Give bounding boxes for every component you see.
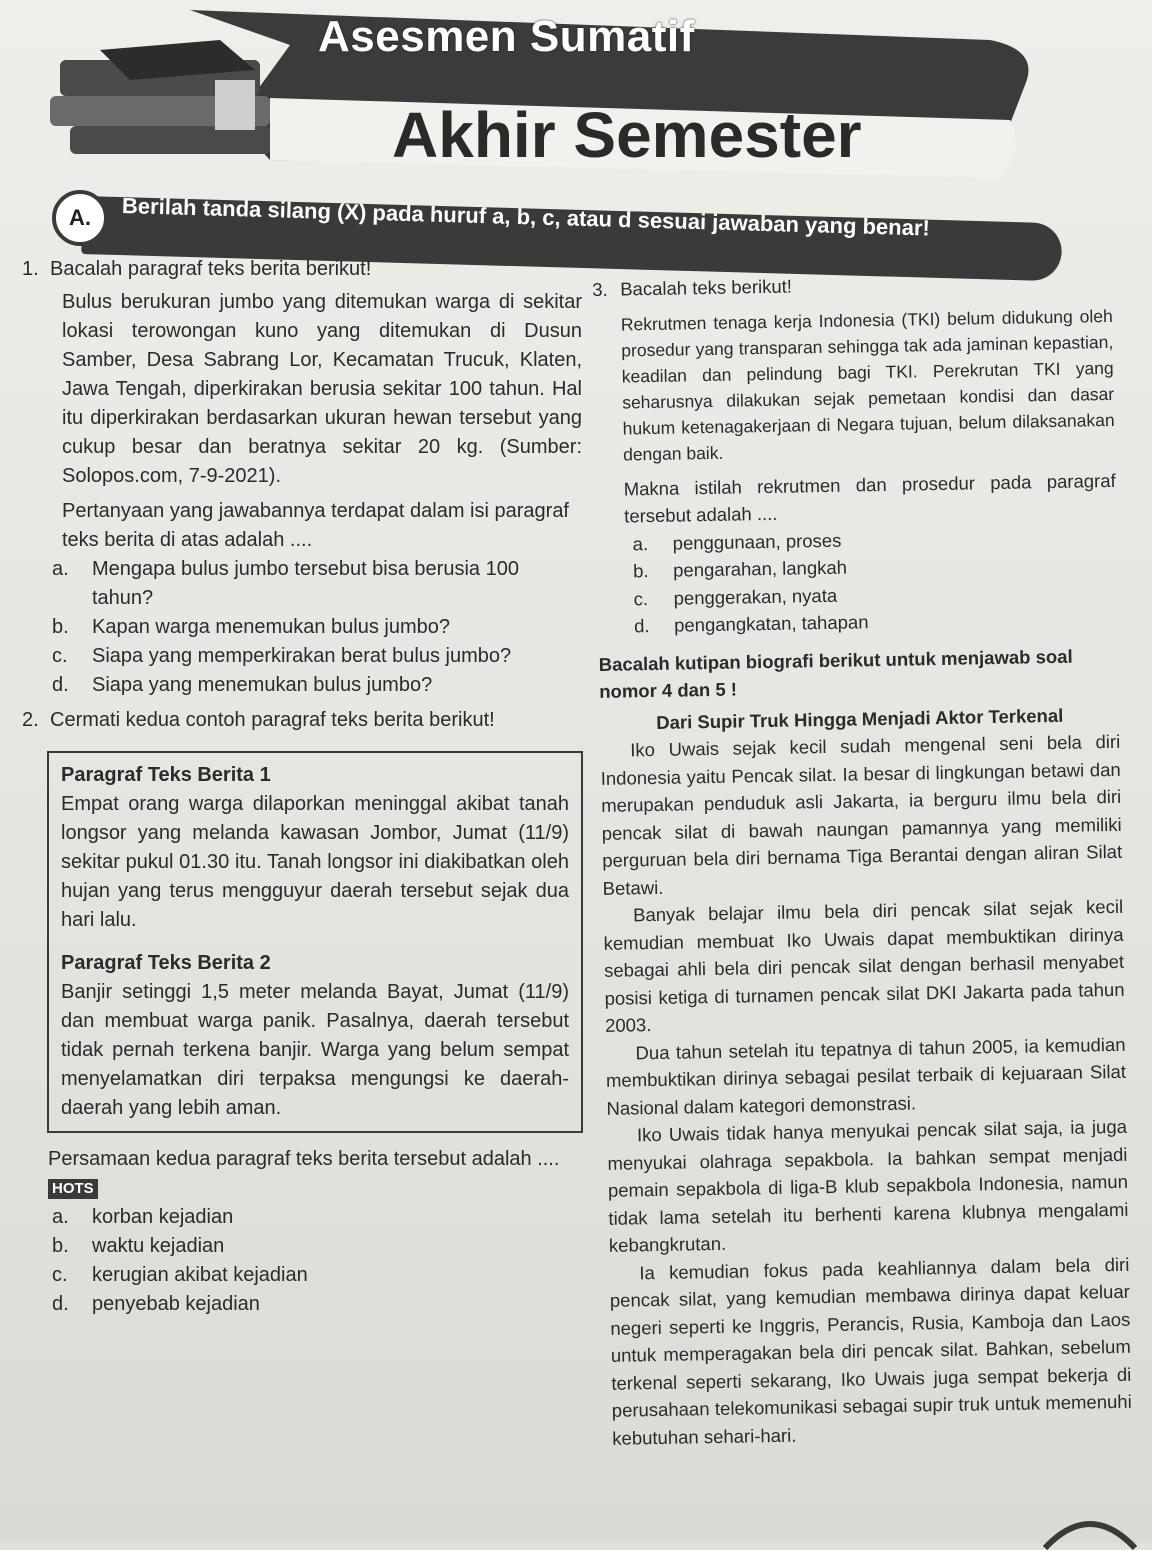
option-a[interactable]: a. korban kejadian — [52, 1206, 234, 1228]
question-number: 3. — [592, 278, 608, 300]
biography-paragraph: Banyak belajar ilmu bela diri pencak silat sejak kecil kemudian membuat Iko Uwais dapat membuktikan dirinya sebagai ahli bela diri pencak silat dengan berhasil menyabet posisi ketiga di turnamen pencak silat DKI Jakarta pada tahun 2003. — [603, 895, 1125, 1036]
page-corner-decoration — [1040, 1510, 1140, 1550]
biography-paragraph: Iko Uwais tidak hanya menyukai pencak silat saja, ia juga menyukai olahraga sepakbola. Ia bahkan sempat menjadi pemain sepakbola di liga-B klub sepakbola Indonesia, namun tidak lama setelah itu berhenti karena klubnya mengalami kebangkrutan. — [607, 1115, 1129, 1256]
news-paragraph-box — [47, 751, 583, 1133]
question-prompt: Bacalah teks berikut! — [620, 275, 793, 300]
hots-badge: HOTS — [48, 1179, 98, 1199]
question-number: 1. — [22, 258, 39, 280]
question-passage: Bulus berukuran jumbo yang ditemukan warga di sekitar lokasi terowongan kuno yang ditemukan di Dusun Samber, Desa Sabrang Lor, Kecamatan Trucuk, Klaten, Jawa Tengah, diperkirakan berusia sekitar 100 tahun. Hal itu diperkirakan berdasarkan ukuran hewan tersebut yang cukup besar dan beratnya sekitar 20 kg. (Sumber: Solopos.com, 7-9-2021). — [62, 291, 582, 487]
books-icon — [50, 40, 270, 154]
option-a[interactable]: a. Mengapa bulus jumbo tersebut bisa berusia 100 tahun? — [52, 558, 519, 609]
box-2-text: Banjir setinggi 1,5 meter melanda Bayat, Jumat (11/9) dan membuat warga panik. Pasalnya, daerah tersebut tidak pernah terkena banjir. Warga yang belum sempat menyelamatkan diri terpaksa mengungsi ke daerah-daerah yang lebih aman. — [61, 981, 569, 1119]
option-c[interactable]: c. Siapa yang memperkirakan berat bulus jumbo? — [52, 645, 512, 667]
biography-paragraph: Iko Uwais sejak kecil sudah mengenal seni bela diri Indonesia yaitu Pencak silat. Ia besar di lingkungan betawi dan merupakan penduduk asli Jakarta, ia berguru ilmu bela diri pencak silat di bawah naungan pamannya yang memiliki perguruan bela diri bernama Tiga Berantai dengan aliran Silat Betawi. — [600, 730, 1123, 899]
option-d[interactable]: d. penyebab kejadian — [52, 1293, 260, 1315]
question-3 — [592, 267, 1118, 641]
option-b[interactable]: b. pengarahan, langkah — [632, 556, 848, 582]
question-passage: Rekrutmen tenaga kerja Indonesia (TKI) belum didukung oleh prosedur yang transparan sehingga tak ada jaminan kepastian, keadilan dan pelindung bagi TKI. Perekrutan TKI yang seharusnya dilakukan sejak pemetaan kondisi dan dasar hukum ketenagakerjaan di Negara tujuan, belum dilaksanakan dengan baik. — [620, 305, 1115, 464]
box-2-title: Paragraf Teks Berita 2 — [61, 952, 271, 974]
biography-paragraph: Ia kemudian fokus pada keahliannya dalam bela diri pencak silat, yang kemudian membawa dirinya dapat keluar negeri seperti ke Inggris, Perancis, Rusia, Kamboja dan Laos untuk memperagakan bela diri pencak silat. Bahkan, sebelum terkenal seperti sekarang, Iko Uwais juga sempat bekerja di perusahaan telekomunikasi sebagai supir truk untuk memenuhi kebutuhan sehari-hari. — [609, 1253, 1132, 1449]
section-badge: A. — [52, 190, 108, 246]
right-column — [592, 267, 1132, 1452]
question-prompt: Cermati kedua contoh paragraf teks berita berikut! — [50, 709, 495, 731]
option-d[interactable]: d. pengangkatan, tahapan — [633, 611, 869, 637]
option-c[interactable]: c. kerugian akibat kejadian — [52, 1264, 308, 1286]
question-text: Pertanyaan yang jawabannya terdapat dalam isi paragraf teks berita di atas adalah .... — [62, 500, 569, 551]
left-column — [22, 255, 582, 1319]
box-1-title: Paragraf Teks Berita 1 — [61, 764, 271, 786]
option-a[interactable]: a. penggunaan, proses — [632, 529, 842, 554]
question-text: Makna istilah rekrutmen dan prosedur pada paragraf tersebut adalah .... — [623, 469, 1116, 527]
title-line-1: Asesmen Sumatif — [318, 12, 695, 61]
question-prompt: Bacalah paragraf teks berita berikut! — [50, 258, 372, 280]
biography-intro: Bacalah kutipan biografi berikut untuk menjawab soal nomor 4 dan 5 ! — [598, 645, 1073, 702]
question-1 — [22, 255, 582, 700]
question-text: Persamaan kedua paragraf teks berita tersebut adalah .... HOTS — [48, 1148, 560, 1197]
biography-paragraph: Dua tahun setelah itu tepatnya di tahun 2005, ia kemudian membuktikan dirinya sebagai pesilat terbaik di kejuaraan Silat Nasional dalam kategori demonstrasi. — [605, 1033, 1127, 1119]
title-line-2: Akhir Semester — [392, 99, 862, 171]
section-instruction: Berilah tanda silang (X) pada huruf a, b, c, atau d sesuai jawaban yang benar! — [121, 193, 931, 241]
option-d[interactable]: d. Siapa yang menemukan bulus jumbo? — [52, 674, 433, 696]
option-b[interactable]: b. waktu kejadian — [52, 1235, 225, 1257]
question-2 — [22, 706, 582, 1319]
option-c[interactable]: c. penggerakan, nyata — [633, 584, 838, 609]
question-number: 2. — [22, 709, 39, 731]
biography-title: Dari Supir Truk Hingga Menjadi Aktor Terkenal — [656, 704, 1064, 733]
option-b[interactable]: b. Kapan warga menemukan bulus jumbo? — [52, 616, 450, 638]
biography-excerpt — [599, 641, 1133, 1451]
box-1-text: Empat orang warga dilaporkan meninggal akibat tanah longsor yang melanda kawasan Jombor, Jumat (11/9) sekitar pukul 01.30 itu. Tanah longsor ini diakibatkan oleh hujan yang terus mengguyur daerah tersebut sejak dua hari lalu. — [61, 793, 569, 931]
